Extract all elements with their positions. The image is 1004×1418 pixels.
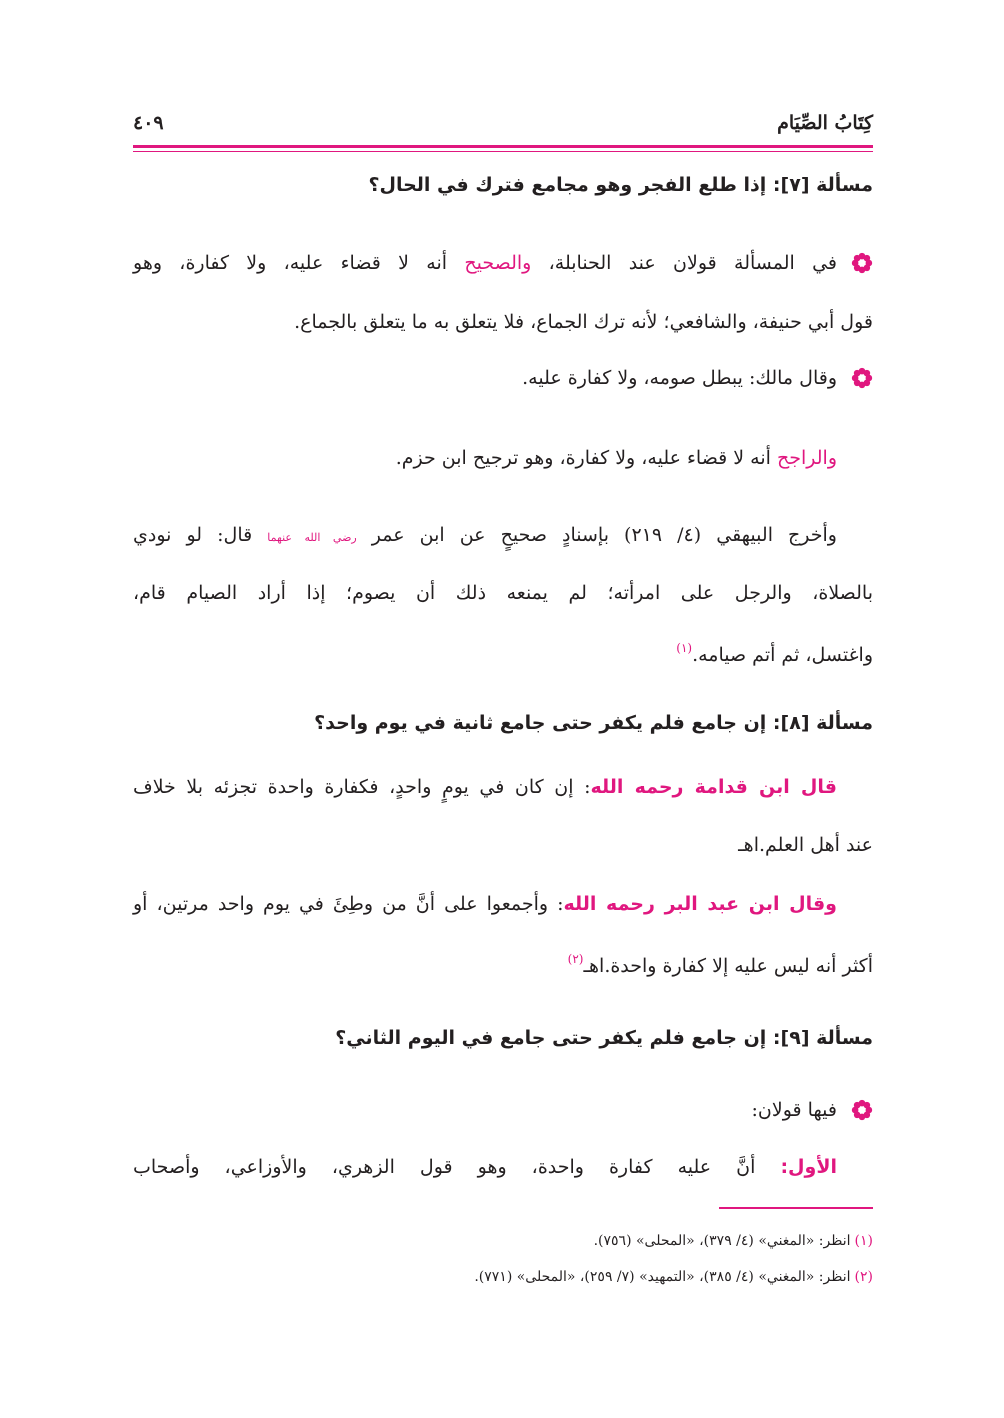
flower-bullet-icon <box>851 367 873 389</box>
footnote-ref-1[interactable]: (١) <box>676 641 693 655</box>
text: : وأجمعوا على أنَّ من وطِئَ في يوم واحد مرتين، أو <box>133 893 564 915</box>
text: أنَّ عليه كفارة واحدة، وهو قول الزهري، والأوزاعي، وأصحاب <box>133 1156 781 1178</box>
footnote-separator <box>719 1207 873 1209</box>
honorific: رضي الله عنهما <box>267 531 357 544</box>
paragraph-4-line-1 <box>133 526 837 545</box>
chapter-title: كِتَابُ الصِّيَام <box>777 112 873 134</box>
paragraph-3 <box>133 449 837 468</box>
text: أكثر أنه ليس عليه إلا كفارة واحدة.اهـ <box>583 955 873 977</box>
book-page <box>133 0 873 1418</box>
paragraph-6-line-1 <box>133 895 837 914</box>
paragraph-5-line-1 <box>133 778 837 797</box>
preferred-opinion-label: والراجح <box>776 447 837 469</box>
paragraph-1-line-1 <box>133 252 873 274</box>
text: قال: لو نودي <box>133 524 268 546</box>
speaker-label: وقال ابن عبد البر رحمه الله <box>563 893 837 915</box>
paragraph-2 <box>133 367 873 389</box>
running-header <box>133 112 873 142</box>
paragraph-5-line-2: عند أهل العلم.اهـ <box>738 834 873 856</box>
text: في المسألة قولان عند الحنابلة، <box>531 252 837 274</box>
header-rule-thick <box>133 145 873 148</box>
opinion-label: الأول: <box>780 1156 837 1178</box>
footnote-text: انظر: «المغني» (٤/ ٣٨٥)، «التمهيد» (٧/ ٢٥٩)، «المحلى» (٧٧١). <box>474 1269 851 1285</box>
paragraph-1-line-2: قول أبي حنيفة، والشافعي؛ لأنه ترك الجماع، فلا يتعلق به ما يتعلق بالجماع. <box>294 311 873 333</box>
text: : إن كان في يومٍ واحدٍ، فكفارة واحدة تجزئه بلا خلاف <box>133 776 591 798</box>
paragraph-7 <box>133 1099 873 1121</box>
header-rule-thin <box>133 151 873 152</box>
page-number: ٤٠٩ <box>133 112 164 134</box>
speaker-label: قال ابن قدامة رحمه الله <box>590 776 837 798</box>
text: فيها قولان: <box>751 1099 837 1121</box>
paragraph-8 <box>133 1158 837 1177</box>
footnote-text: انظر: «المغني» (٤/ ٣٧٩)، «المحلى» (٧٥٦). <box>593 1233 851 1249</box>
footnote-1 <box>594 1233 873 1249</box>
question-7-heading: مسألة [٧]: إذا طلع الفجر وهو مجامع فترك في الحال؟ <box>368 174 873 196</box>
footnote-number: (١) <box>854 1233 873 1249</box>
paragraph-4-line-2: بالصلاة، والرجل على امرأته؛ لم يمنعه ذلك أن يصوم؛ إذا أراد الصيام قام، <box>133 582 873 604</box>
question-9-heading: مسألة [٩]: إن جامع فلم يكفر حتى جامع في اليوم الثاني؟ <box>335 1027 873 1049</box>
flower-bullet-icon <box>851 252 873 274</box>
paragraph-6-line-2 <box>133 953 873 976</box>
flower-bullet-icon <box>851 1099 873 1121</box>
footnote-2 <box>474 1269 873 1285</box>
text: وأخرج البيهقي (٤/ ٢١٩) بإسنادٍ صحيحٍ عن ابن عمر <box>356 524 837 546</box>
text: أنه لا قضاء عليه، ولا كفارة، وهو <box>133 252 465 274</box>
question-8-heading: مسألة [٨]: إن جامع فلم يكفر حتى جامع ثانية في يوم واحد؟ <box>314 712 873 734</box>
preferred-opinion-label: والصحيح <box>464 252 532 274</box>
footnote-number: (٢) <box>854 1269 873 1285</box>
text: واغتسل، ثم أتم صيامه. <box>692 644 873 666</box>
text: أنه لا قضاء عليه، ولا كفارة، وهو ترجيح ابن حزم. <box>395 447 777 469</box>
paragraph-4-line-3 <box>133 642 873 665</box>
text: وقال مالك: يبطل صومه، ولا كفارة عليه. <box>522 367 837 389</box>
footnote-ref-2[interactable]: (٢) <box>567 952 584 966</box>
